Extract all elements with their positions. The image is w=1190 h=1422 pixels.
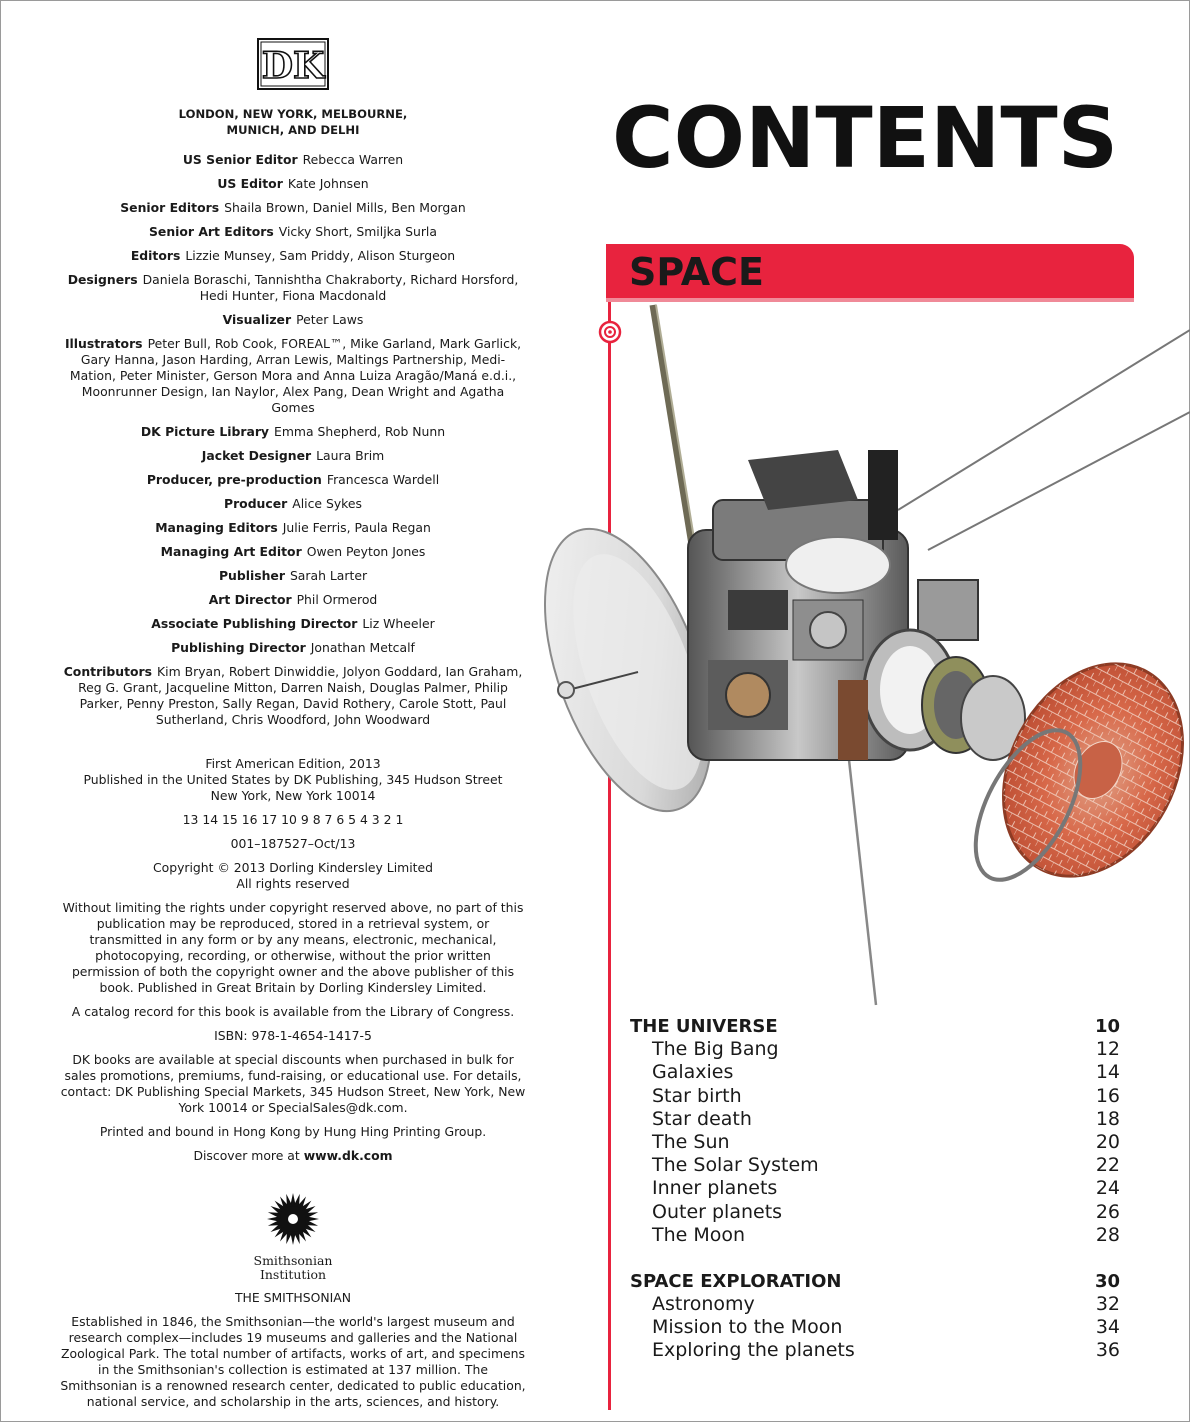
credit-names: Francesca Wardell [326,472,440,487]
printed-by: Printed and bound in Hong Kong by Hung Hing Printing Group. [99,1124,487,1139]
credit-names: Kate Johnsen [287,176,369,191]
toc-title: Inner planets [652,1177,778,1200]
credits-column [60,38,526,1418]
toc-page-number: 24 [1095,1177,1120,1200]
discover-prefix: Discover more at [193,1148,304,1163]
credit-role: Managing Art Editor [160,544,302,559]
toc-title: SPACE EXPLORATION [630,1270,842,1292]
credit-names: Kim Bryan, Robert Dinwiddie, Jolyon Goddard, Ian Graham, Reg G. Grant, Jacqueline Mitton, Darren Naish, Douglas Palmer, Philip Parker, Penny Preston, Sally Regan, David Rothery, Carole Stott, Paul Sutherland, Chris Woodford, John Woodward [78,664,523,727]
toc-entry[interactable] [630,1061,1120,1084]
credit-line [60,224,526,240]
credit-line [60,544,526,560]
credit-line [60,200,526,216]
toc-entry[interactable] [630,1224,1120,1247]
credit-line [60,152,526,168]
toc-page-number: 26 [1095,1200,1120,1223]
smithsonian-heading: THE SMITHSONIAN [234,1290,352,1305]
toc-page-number: 22 [1095,1154,1120,1177]
credit-role: Illustrators [64,336,143,351]
credits-list [60,152,526,728]
table-of-contents [630,1015,1120,1363]
credit-names: Emma Shepherd, Rob Nunn [274,424,446,439]
toc-entry[interactable] [630,1108,1120,1131]
smithsonian-description: Established in 1846, the Smithsonian—the world's largest museum and research complex—includes 19 museums and galleries and the National Zoological Park. The total number of artifacts, works of art, and specimens in the Smithsonian's collection is estimated at 137 million. The Smithsonian is a renowned research center, dedicated to public education, national service, and scholarship in the arts, sciences, and history. [60,1314,526,1409]
credit-line [60,520,526,536]
toc-title: The Solar System [652,1154,819,1177]
toc-page-number: 20 [1095,1130,1120,1153]
toc-page-number: 18 [1095,1107,1120,1130]
credit-names: Peter Bull, Rob Cook, FOREAL™, Mike Garland, Mark Garlick, Gary Hanna, Jason Harding, Arran Lewis, Maltings Partnership, Medi-Mation, Peter Minister, Gerson Mora and Anna Luiza Aragão/Maná e.d.i., Moonrunner Design, Ian Naylor, Alex Pang, Dean Wright and Agatha Gomes [69,336,522,415]
credit-role: Visualizer [222,312,292,327]
toc-entry[interactable] [630,1154,1120,1177]
page-title: CONTENTS [612,89,1119,187]
isbn: ISBN: 978-1-4654-1417-5 [214,1028,372,1043]
toc-title: Star birth [652,1084,742,1107]
credit-line [60,336,526,416]
credit-line [60,272,526,304]
toc-spacer [630,1247,1120,1270]
job-number: 001–187527–Oct/13 [230,836,356,851]
dk-website-link[interactable]: www.dk.com [303,1148,393,1163]
credit-line [60,176,526,192]
toc-title: The Sun [652,1130,730,1153]
credit-names: Owen Peyton Jones [306,544,426,559]
credit-role: Senior Editors [120,200,220,215]
toc-page-number: 14 [1095,1061,1120,1084]
toc-page-number: 28 [1095,1223,1120,1246]
credit-role: Jacket Designer [201,448,312,463]
smithsonian-sun-icon [266,1192,320,1246]
toc-title: Outer planets [652,1200,783,1223]
dk-logo [257,38,329,90]
credit-names: Phil Ormerod [296,592,378,607]
credit-role: Managing Editors [155,520,278,535]
toc-entry[interactable] [630,1131,1120,1154]
credit-role: Designers [67,272,138,287]
credit-line [60,248,526,264]
credit-role: Senior Art Editors [149,224,274,239]
dk-logo-text: DK [261,45,325,87]
toc-page-number: 16 [1095,1084,1120,1107]
toc-title: Galaxies [652,1061,734,1084]
credit-names: Liz Wheeler [362,616,435,631]
special-sales: DK books are available at special discounts when purchased in bulk for sales promotions, premiums, fund-raising, or educational use. For details, contact: DK Publishing Special Markets, 345 Hudson Street, New York, New York 10014 or SpecialSales@dk.com. [60,1052,526,1115]
credit-names: Peter Laws [296,312,364,327]
credit-line [60,312,526,328]
credit-role: Producer, pre-production [146,472,322,487]
credit-role: Publishing Director [171,640,306,655]
credit-names: Julie Ferris, Paula Regan [282,520,431,535]
toc-page-number: 10 [1094,1016,1120,1037]
toc-title: The Big Bang [652,1038,779,1061]
credit-line [60,424,526,440]
toc-page-number: 36 [1095,1339,1120,1362]
toc-title: THE UNIVERSE [630,1016,778,1037]
credit-line [60,568,526,584]
credit-line [60,664,526,728]
toc-section[interactable] [630,1270,1120,1293]
credit-names: Alice Sykes [292,496,362,511]
toc-page-number: 12 [1095,1038,1120,1061]
toc-title: Exploring the planets [652,1339,855,1362]
toc-entry[interactable] [630,1201,1120,1224]
credit-role: Editors [130,248,181,263]
imprint-cities: LONDON, NEW YORK, MELBOURNE, MUNICH, AND DELHI [178,107,408,137]
credit-role: Art Director [208,592,292,607]
toc-entry[interactable] [630,1177,1120,1200]
space-section-label: SPACE [629,250,764,294]
credit-names: Daniela Boraschi, Tannishtha Chakraborty, Richard Horsford, Hedi Hunter, Fiona Macdonald [142,272,519,303]
credit-role: US Senior Editor [182,152,298,167]
credit-line [60,640,526,656]
credit-names: Sarah Larter [289,568,368,583]
credit-names: Lizzie Munsey, Sam Priddy, Alison Sturgeon [185,248,456,263]
credit-line [60,496,526,512]
toc-title: Astronomy [652,1293,755,1316]
credit-role: Contributors [63,664,153,679]
credit-names: Vicky Short, Smiljka Surla [278,224,437,239]
toc-entry[interactable] [630,1339,1120,1362]
credit-line [60,592,526,608]
copyright-notice: Copyright © 2013 Dorling Kindersley Limited All rights reserved [152,860,434,891]
toc-title: Mission to the Moon [652,1316,843,1339]
toc-entry[interactable] [630,1085,1120,1108]
credit-line [60,616,526,632]
credit-names: Jonathan Metcalf [310,640,415,655]
credit-role: DK Picture Library [140,424,270,439]
rights-notice: Without limiting the rights under copyright reserved above, no part of this publication may be reproduced, stored in a retrieval system, or transmitted in any form or by any means, electronic, mechanical, photocopying, recording, or otherwise, without the prior written permission of both the copyright owner and the above publisher of this book. Published in Great Britain by Dorling Kindersley Limited. [62,900,524,995]
toc-page-number: 34 [1095,1316,1120,1339]
credit-role: Producer [223,496,288,511]
catalog-record: A catalog record for this book is available from the Library of Congress. [71,1004,515,1019]
credit-line [60,472,526,488]
toc-entry[interactable] [630,1316,1120,1339]
toc-title: Star death [652,1107,752,1130]
credit-role: Publisher [218,568,285,583]
toc-title: The Moon [652,1223,746,1246]
credit-line [60,448,526,464]
credit-role: Associate Publishing Director [151,616,358,631]
print-line: 13 14 15 16 17 10 9 8 7 6 5 4 3 2 1 [182,812,404,827]
credit-names: Shaila Brown, Daniel Mills, Ben Morgan [224,200,466,215]
credit-names: Laura Brim [316,448,385,463]
toc-section[interactable] [630,1015,1120,1038]
toc-entry[interactable] [630,1038,1120,1061]
toc-page-number: 32 [1095,1293,1120,1316]
credit-role: US Editor [217,176,283,191]
edition-info: First American Edition, 2013 Published in the United States by DK Publishing, 345 Hudson Street New York, New York 10014 [83,756,503,803]
smithsonian-logo-text: Smithsonian Institution [253,1253,333,1282]
credit-names: Rebecca Warren [302,152,404,167]
toc-page-number: 30 [1094,1270,1120,1292]
toc-entry[interactable] [630,1293,1120,1316]
discover-more [60,1148,526,1164]
spacecraft-illustration [538,300,1190,1010]
